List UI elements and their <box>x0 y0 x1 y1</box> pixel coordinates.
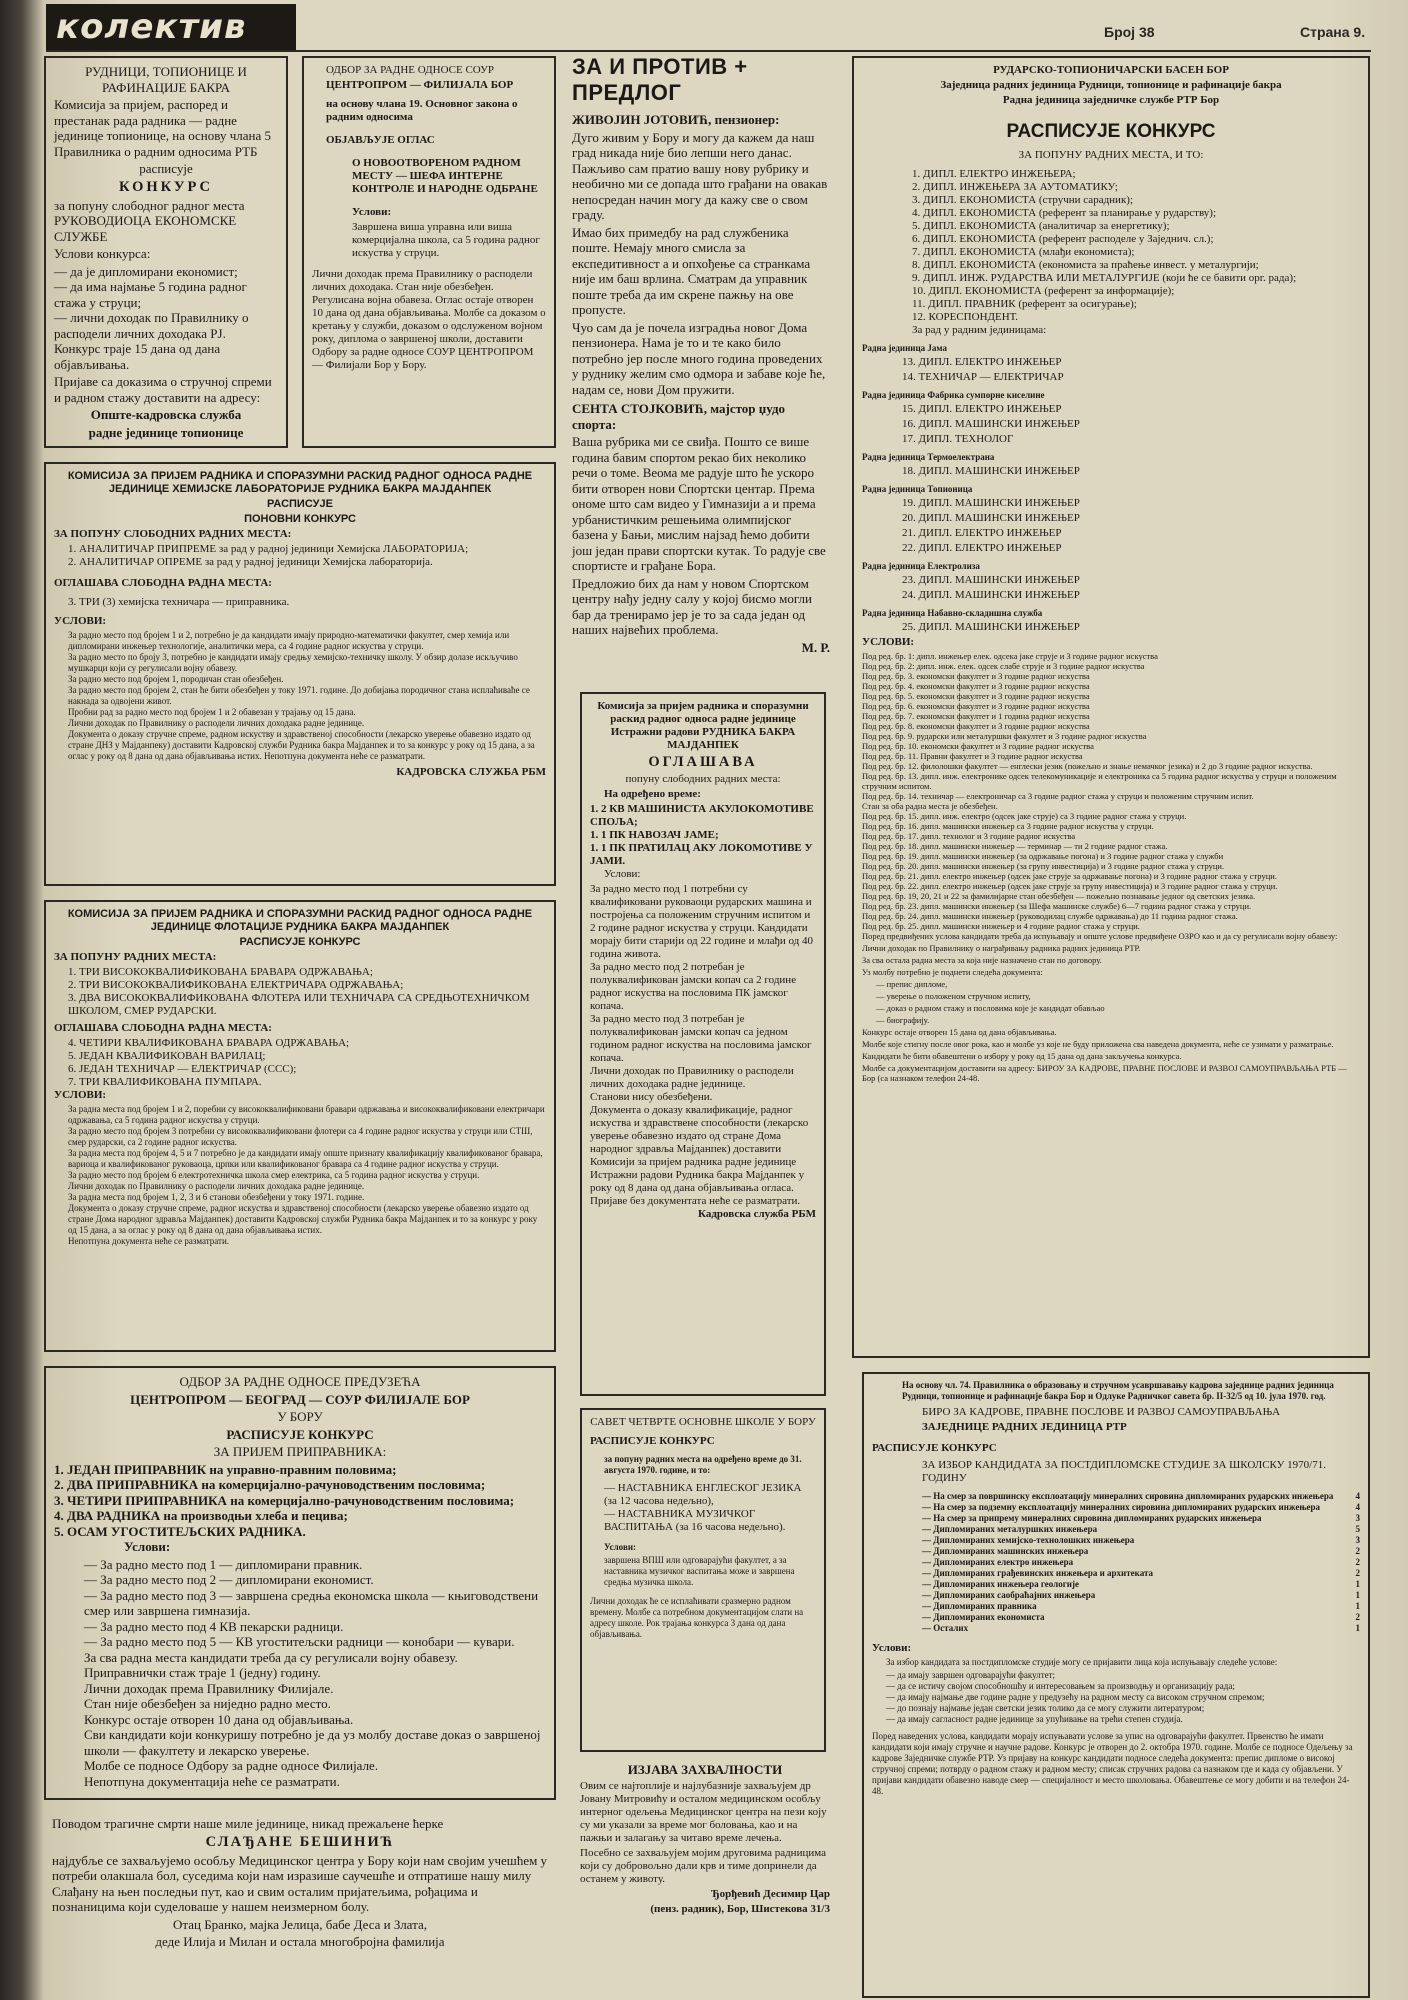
flotacija-free-item: 6. ЈЕДАН ТЕХНИЧАР — ЕЛЕКТРИЧАР (ССС); <box>68 1063 297 1075</box>
pd-row-count: 1 <box>1355 1623 1360 1633</box>
cb-position: 3. ЧЕТИРИ ПРИПРАВНИКА на комерцијално-рачуноводственим пословима; <box>54 1492 515 1508</box>
rudnici-sign: Опште-кадровска служба <box>90 407 242 422</box>
pd-basis: На основу чл. 74. Правилника о образовању и стручном усавршавању кадрова заједнице радних јединица Рудници, топионице и рафинације бакра Бор и Одлуке Радничког савета бр. II-32/5 од 10. јула 1970. год. <box>902 1380 1334 1401</box>
rtb-unit-block <box>862 561 1360 602</box>
hemijska-free: 3. ТРИ (3) хемијска техничара — приправника. <box>68 596 290 608</box>
skola-header: САВЕТ ЧЕТВРТЕ ОСНОВНЕ ШКОЛЕ У БОРУ <box>590 1416 816 1428</box>
rudnici-condition: — лични доходак по Правилнику о расподели личних доходака РЈ. <box>54 310 249 341</box>
cb-position: 4. ДВА РАДНИКА на производњи хлеба и пецива; <box>54 1508 348 1523</box>
obituary-notice <box>44 1812 556 2000</box>
flotacija-cond-title: УСЛОВИ: <box>54 1089 107 1101</box>
hemijska-sub: ЗА ПОПУНУ СЛОБОДНИХ РАДНИХ МЕСТА: <box>54 528 292 540</box>
rudnici-sign-unit: радне јединице топионице <box>88 424 244 440</box>
istrazni-condition: За радно место под 1 потребни су квалификовани руковаоци рударских машина и постројења са положеним стручним испитом и 2 године радног искуства у струци. Кандидати морају бити старији од 22 године и млађи од 40 година живота. <box>590 883 814 960</box>
pd-condition: — до познају најмање један светски језик толико да се могу служити литературом; <box>886 1703 1205 1713</box>
rtb-condition: Под ред. бр. 15. дипл. инж. електро (одсек јаке струје) са 3 године радног стажа у струци. <box>862 811 1187 821</box>
rtb-extra: Кандидати ће бити обавештени о избору у року од 15 дана од дана закључења конкурса. <box>862 1051 1182 1061</box>
pd-row-count: 4 <box>1355 1491 1360 1501</box>
pd-row-count: 2 <box>1355 1546 1360 1556</box>
rtb-conditions <box>862 651 1360 931</box>
centroprom-text: Лични доходак према Правилнику о расподели личних доходака. Стан није обезбеђен. Регулисана војна обавеза. Оглас остаје отворен 10 дана од дана објављивања. Молбе са доказом о кретању у служби, доказом о одслуженом војном року, диплома о завршеној школи, доставити Одбору за радне односе СОУР ЦЕНТРОПРОМ — Филијали Бор у Бору. <box>312 268 546 371</box>
cb-conditions <box>54 1557 546 1790</box>
cb-positions <box>54 1462 546 1540</box>
skola-text: Лични доходак ће се исплаћивати сразмерно радном времену. Молбе са потребном документацијом слати на адресу школе. Рок трајања конкурса 3 дана од дана објављивања. <box>590 1596 804 1639</box>
pd-raspisuje: РАСПИСУЈЕ КОНКУРС <box>872 1442 997 1454</box>
rtb-condition: Под ред. бр. 23. дипл. машински инжењер (за Шефа машинске службе) 6—7 година радног стажа у струци. <box>862 901 1252 911</box>
rtb-condition: Под ред. бр. 16. дипл. машински инжењер са 3 године радног искуства у струци. <box>862 821 1154 831</box>
rtb-extra: Молбе које стигну после овог рока, као и молбе уз које не буду приложена сва наведена документа, неће се узимати у разматрање. <box>862 1039 1334 1049</box>
pd-org: БИРО ЗА КАДРОВЕ, ПРАВНЕ ПОСЛОВЕ И РАЗВОЈ САМОУПРАВЉАЊА <box>922 1406 1281 1418</box>
rtb-condition: Под ред. бр. 2: дипл. инж. елек. одсек слабе струје и 3 године радног искуства <box>862 661 1145 671</box>
rtb-condition: Под ред. бр. 18. дипл. машински инжењер — терминар — ти 2 године радног стажа. <box>862 841 1168 851</box>
istrazni-condition: За радно место под 3 потребан је полуквалификован јамски копач са једном годином радног искуства на пословима јамског копача. <box>590 1013 812 1064</box>
flotacija-condition: Непотпуна документа неће се разматрати. <box>68 1236 230 1246</box>
rtb-position: 9. ДИПЛ. ИНЖ. РУДАРСТВА ИЛИ МЕТАЛУРГИЈЕ (који ће се бавити орг. рада); <box>912 272 1297 284</box>
flotacija-free-item: 7. ТРИ КВАЛИФИКОВАНА ПУМПАРА. <box>68 1076 262 1088</box>
flotacija-condition: За радно место под бројем 6 електротехничка школа смер електрика, са 5 година радног искуства у струци. <box>68 1170 480 1180</box>
rtb-condition: Под ред. бр. 5. економски факултет и 3 године радног искуства <box>862 691 1090 701</box>
rtb-org-community: Заједница радних јединица Рудници, топионице и рафинације бакра <box>940 79 1282 91</box>
rtb-extra: За сва остала радна места за која није назначено стан по договору. <box>862 955 1102 965</box>
rtb-unit-name: Радна јединица Топионица <box>862 484 973 494</box>
pd-row-count: 2 <box>1355 1568 1360 1578</box>
izjava-sign-address: (пенз. радник), Бор, Шистекова 31/3 <box>650 1902 830 1915</box>
pd-cond-title: Услови: <box>872 1642 912 1654</box>
cb-raspisuje: РАСПИСУЈЕ КОНКУРС <box>226 1426 374 1442</box>
pd-row-count: 5 <box>1355 1524 1360 1534</box>
pd-sub: ЗА ИЗБОР КАНДИДАТА ЗА ПОСТДИПЛОМСКЕ СТУДИЈЕ ЗА ШКОЛСКУ 1970/71. ГОДИНУ <box>922 1459 1326 1484</box>
obituary-intro: Поводом трагичне смрти наше миле јединице, никад прежаљене ћерке <box>52 1816 444 1831</box>
flotacija-positions <box>54 966 546 1018</box>
flotacija-condition: За радно место под бројем 3 потребни су висококвалификовани флотери са 4 године радног искуства у струци или СТШ, смер рударски, са 2 године радног искуства. <box>68 1126 533 1147</box>
pd-row-label: — Дипломираних економиста <box>922 1612 1045 1622</box>
cb-condition: — За радно место под 3 — завршена средња економска школа — књиговодствени смер или завршена гимназија. <box>84 1587 539 1618</box>
rtb-org-unit: Радна јединица заједничке службе РТР Бор <box>1002 94 1220 106</box>
cb-place: У БОРУ <box>277 1409 323 1424</box>
cb-condition: Лични доходак према Правилнику Филијале. <box>84 1680 334 1696</box>
rtb-condition: Под ред. бр. 19. дипл. машински инжењер (за одржавање погона) и 3 године радног стажа у служби <box>862 851 1224 861</box>
pd-row <box>922 1568 1360 1579</box>
flotacija-conditions <box>54 1104 546 1247</box>
rtb-condition: Под ред. бр. 21. дипл. електро инжењер (одсек јаке струје за одржавање погона) и 3 године радног стажа у струци. <box>862 871 1277 881</box>
pd-row-label: — Дипломираних машинских инжењера <box>922 1546 1089 1556</box>
hemijska-oglasava: ОГЛАШАВА СЛОБОДНА РАДНА МЕСТА: <box>54 577 272 589</box>
centroprom-basis: на основу члана 19. Основног закона о радним односима <box>326 98 518 123</box>
rtb-condition: Под ред. бр. 25. дипл. машински инжењер и 4 године радног стажа у струци. <box>862 921 1140 931</box>
flotacija-free-item: 4. ЧЕТИРИ КВАЛИФИКОВАНА БРАВАРА ОДРЖАВАЊА; <box>68 1037 350 1049</box>
rudnici-conditions-title: Услови конкурса: <box>54 246 151 261</box>
rtb-org: РУДАРСКО-ТОПИОНИЧАРСКИ БАСЕН БОР <box>993 64 1229 76</box>
rtb-doc: — препис дипломе, <box>876 979 948 989</box>
rtb-position: 11. ДИПЛ. ПРАВНИК (референт за осигурање); <box>912 298 1137 310</box>
pd-text: Поред наведених услова, кандидати морају испуњавати услове за упис на одговарајући факултет. Првенство ће имати кандидати који имају стручне и научне радове. Конкурс је отворен до 2. октобра 1970. године. Молбе се подносе Одељењу за кадрове Заједничке службе РТР. Уз пријаву на конкурс кандидати подносе следећа документа: препис дипломе о високој стручној спреми; потврду о радном стажу и радном месту; списак стручних радова са назнаком где и када су објављени. У пријави кандидати обавезно наводе смер — специјалност и место школовања. Обавештење се могу добити и на телефон 24-48. <box>872 1731 1353 1796</box>
flotacija-position: 3. ДВА ВИСОКОКВАЛИФИКОВАНА ФЛОТЕРА ИЛИ ТЕХНИЧАРА СА СРЕДЊОТЕХНИЧКОМ ШКОЛОМ, СМЕР РУДАРСКИ. <box>68 992 530 1017</box>
rtb-extra: Молбе са документацијом доставити на адресу: БИРОУ ЗА КАДРОВЕ, ПРАВНЕ ПОСЛОВЕ И РАЗВОЈ САМОУПРАВЉАЊА РТБ — Бор (са назнаком телефон 24-48. <box>862 1063 1347 1083</box>
skola-position: — НАСТАВНИКА МУЗИЧКОГ ВАСПИТАЊА (за 16 часова недељно). <box>604 1508 786 1533</box>
cb-condition: Молбе се подносе Одбору за радне односе Филијале. <box>84 1758 379 1773</box>
centroprom-position: О НОВООТВОРЕНОМ РАДНОМ МЕСТУ — ШЕФА ИНТЕРНЕ КОНТРОЛЕ И НАРОДНЕ ОДБРАНЕ <box>352 157 538 195</box>
obituary-sign: Отац Бранко, мајка Јелица, бабе Деса и Злата, <box>173 1916 427 1932</box>
pd-row <box>922 1557 1360 1568</box>
istrazni-oglasava: ОГЛАШАВА <box>648 754 758 770</box>
rudnici-header: РУДНИЦИ, ТОПИОНИЦЕ И РАФИНАЦИЈЕ БАКРА <box>85 64 247 95</box>
pd-row-label: — На смер за површинску експлоатацију минералних сировина дипломираних рударских инжењера <box>922 1491 1334 1501</box>
rtb-cond-title: УСЛОВИ: <box>862 636 915 648</box>
cb-condition: Сви кандидати који конкуришу потребно је да уз молбу доставе доказ о завршеној школи — факултету и лекарско уверење. <box>84 1727 541 1758</box>
flotacija-condition: Лични доходак по Правилнику о расподели личних доходака радне јединице. <box>68 1181 365 1191</box>
istrazni-condition: Пријаве без документата неће се разматрати. <box>590 1195 801 1207</box>
istrazni-sign: Кадровска служба РБМ <box>698 1208 816 1220</box>
za-i-protiv-column <box>566 52 836 682</box>
hemijska-header: КОМИСИЈА ЗА ПРИЈЕМ РАДНИКА И СПОРАЗУМНИ РАСКИД РАДНОГ ОДНОСА РАДНЕ ЈЕДИНИЦЕ ХЕМИЈСКЕ ЛАБОРАТОРИЈЕ РУДНИКА БАКРА МАЈДАНПЕК <box>67 470 533 495</box>
masthead-title: колектив <box>46 4 296 50</box>
pd-row-label: — Осталих <box>922 1623 969 1633</box>
rtb-condition: Под ред. бр. 24. дипл. машински инжењер (руководилац службе одржавања) до 11 година радног стажа. <box>862 911 1238 921</box>
flotacija-condition: За радна места под бројем 1, 2, 3 и 6 станови обезбеђени у току 1971. године. <box>68 1192 365 1202</box>
rtb-unit-name: Радна јединица Електролиза <box>862 561 980 571</box>
hemijska-positions <box>54 543 546 569</box>
rtb-position: 12. КОРЕСПОНДЕНТ. <box>912 311 1019 323</box>
hemijska-sign: КАДРОВСКА СЛУЖБА РБМ <box>396 766 546 778</box>
flotacija-condition: За радна места под бројем 4, 5 и 7 потребно је да кандидати имају опште признату квалификацију квалификованог бравара, вариоца и квалификованог руковаоца, црпки или квалификованог бравара са 4 године радног искуства у струци. <box>68 1148 543 1169</box>
pd-cond-intro: За избор кандидата за постдипломске студије могу се пријавити лица која испуњавају следеће услове: <box>886 1657 1278 1667</box>
cb-position: 5. ОСАМ УГОСТИТЕЉСКИХ РАДНИКА. <box>54 1523 306 1539</box>
rtb-unit-item: 16. ДИПЛ. МАШИНСКИ ИНЖЕЊЕР <box>902 418 1080 430</box>
istrazni-period: На одређено време: <box>604 788 701 800</box>
rudnici-konkurs-notice <box>44 56 288 448</box>
text-jotovic-3: Чуо сам да је почела изградња новог Дома пензионера. Нама је то и те како било потребно јер после много година проведених у руднику желим смо одмора и забаве које ће, надам се, нови Дом пружити. <box>572 319 826 397</box>
author-jotovic: ЖИВОЈИН ЈОТОВИЋ, пензионер: <box>572 112 780 127</box>
hemijska-condition: Документа о доказу стручне спреме, радном искуству и здравственој способности (лекарско уверење обавезно издато од стране ДНЗ у Мајданпеку) доставити Кадровској служби Рудника бакра Мајданпек и то за конкурс у року од 15 дана, а за оглас у року од 8 дана од дана објављивања истих. Непотпуна документа неће се разматрати. <box>68 729 535 761</box>
rtb-konkurs-notice <box>852 56 1370 1358</box>
rtb-unit-block <box>862 452 1360 478</box>
rtb-condition: Под ред. бр. 9. рударски или металуршки факултет и 3 године радног искуства <box>862 731 1147 741</box>
issue-number: Број 38 <box>1104 24 1155 40</box>
cb-condition: — За радно место под 2 — дипломирани економист. <box>84 1572 374 1587</box>
izjava-notice <box>574 1760 836 2000</box>
rudnici-conditions <box>54 264 278 342</box>
rtb-unit-item: 14. ТЕХНИЧАР — ЕЛЕКТРИЧАР <box>902 371 1064 383</box>
pd-row <box>922 1491 1360 1502</box>
text-stojkovic-2: Предложио бих да нам у новом Спортском центру нађу једну салу у којој бисмо могли бар да тренирамо јер је то за сада један од наших највећих проблема. <box>572 575 812 637</box>
rtb-condition: Под ред. бр. 22. дипл. електро инжењер (одсек јаке струје за групу инвестиција) и 3 године радног стажа у струци. <box>862 881 1278 891</box>
text-stojkovic-1: Ваша рубрика ми се свиђа. Пошто се више година бавим спортом рекао бих неколико речи о томе. Веома ме радује што ће ускоро бити отворен нови Спортски центар. Према ономе што сам видео у Гимназији а и према урбанистичким решењима олимпијског базена у Бањи, мислим најзад ћемо добити још један прави спортски кутак. То радује све спортисте и грађане Бора. <box>572 434 826 573</box>
rtb-subtitle: ЗА ПОПУНУ РАДНИХ МЕСТА, И ТО: <box>1018 149 1204 161</box>
za-i-protiv-title: ЗА И ПРОТИВ + ПРЕДЛОГ <box>572 54 748 105</box>
rtb-condition: Под ред. бр. 8. економски факултет и 3 године радног искуства <box>862 721 1090 731</box>
istrazni-conditions <box>590 883 816 1208</box>
rtb-condition: Под ред. бр. 20. дипл. машински инжењер (за групу инвестиција) и 3 године радног стажа у струци. <box>862 861 1225 871</box>
izjava-text-2: Посебно се захваљујем мојим друговима радницима који су добровољно дали крв и тиме допринели да останем у животу. <box>580 1846 827 1885</box>
hemijska-conditions <box>54 630 546 762</box>
centroprom-oglas-notice <box>302 56 556 448</box>
rtb-condition: Под ред. бр. 7. економски факултет и 1 година радног искуства <box>862 711 1090 721</box>
rtb-title: РАСПИСУЈЕ КОНКУРС <box>1006 121 1216 142</box>
pd-row-count: 2 <box>1355 1612 1360 1622</box>
istrazni-sub: попуну слободних радних места: <box>625 773 781 785</box>
rtb-unit-item: 25. ДИПЛ. МАШИНСКИ ИНЖЕЊЕР <box>902 621 1080 633</box>
rtb-extra: Конкурс остаје отворен 15 дана од дана објављивања. <box>862 1027 1057 1037</box>
pd-row-label: — Дипломираних инжењера геологије <box>922 1579 1079 1589</box>
hemijska-position: 2. АНАЛИТИЧАР ОПРЕМЕ за рад у радној јединици Хемијска лабораторија. <box>68 556 433 568</box>
centroprom-beograd-notice <box>44 1366 556 1800</box>
flotacija-raspisuje: РАСПИСУЈЕ КОНКУРС <box>239 936 361 948</box>
hemijska-raspisuje: РАСПИСУЈЕ <box>267 498 333 510</box>
skola-cond: завршена ВПШ или одговарајући факултет, а за наставника музичког васпитања може и завршена средња музичка школа. <box>604 1555 795 1587</box>
istrazni-position: 1. 1 ПК НАВОЗАЧ ЈАМЕ; <box>590 829 719 841</box>
flotacija-header: КОМИСИЈА ЗА ПРИЈЕМ РАДНИКА И СПОРАЗУМНИ РАСКИД РАДНОГ ОДНОСА РАДНЕ ЈЕДИНИЦЕ ФЛОТАЦИЈЕ РУДНИКА БАКРА МАЈДАНПЕК <box>67 908 533 933</box>
rtb-position: 6. ДИПЛ. ЕКОНОМИСТА (референт расподеле у Заједнич. сл.); <box>912 233 1214 245</box>
pd-row-count: 4 <box>1355 1502 1360 1512</box>
flotacija-position: 1. ТРИ ВИСОКОКВАЛИФИКОВАНА БРАВАРА ОДРЖАВАЊА; <box>68 966 373 978</box>
rtb-condition: Под ред. бр. 6. економски факултет и 3 године радног искуства <box>862 701 1090 711</box>
pd-row-label: — Дипломираних металуршких инжењера <box>922 1524 1098 1534</box>
rudnici-condition: — да је дипломирани економист; <box>54 263 238 279</box>
text-jotovic-1: Дуго живим у Бору и могу да кажем да наш град никада није био лепши него данас. Пажљиво сам пратио вашу нову рубрику и необично ми се допада што грађани на овакав непосредан начин могу да кажу све о свом граду. <box>572 129 828 222</box>
pd-row-count: 3 <box>1355 1513 1360 1523</box>
rtb-position: 10. ДИПЛ. ЕКОНОМИСТА (референт за информације); <box>912 285 1175 297</box>
pd-row-count: 1 <box>1355 1601 1360 1611</box>
cb-condition: — За радно место под 5 — КВ угоститељски радници — конобари — кувари. <box>84 1634 515 1649</box>
flotacija-konkurs-notice <box>44 900 556 1352</box>
rtb-unit-name: Радна јединица Термоелектрана <box>862 452 995 462</box>
pd-row-count: 3 <box>1355 1535 1360 1545</box>
cb-condition: Приправнички стаж траје 1 (једну) годину. <box>84 1665 321 1680</box>
rtb-condition: Под ред. бр. 17. дипл. технолог и 3 године радног искуства <box>862 831 1076 841</box>
rtb-position: 8. ДИПЛ. ЕКОНОМИСТА (економиста за праћење инвест. у металургији; <box>912 259 1259 271</box>
rtb-position: 3. ДИПЛ. ЕКОНОМИСТА (стручни сарадник); <box>912 194 1134 206</box>
pd-row-count: 1 <box>1355 1590 1360 1600</box>
rtb-doc: — биографију. <box>876 1015 930 1025</box>
rtb-unit-block <box>862 343 1360 384</box>
rudnici-intro: Комисија за пријем, распоред и престанак рада радника — радне јединице топионице, на основу члана 5 Правилника о радним односима РТБ <box>54 97 271 159</box>
pd-row <box>922 1502 1360 1513</box>
rtb-position: 4. ДИПЛ. ЕКОНОМИСТА (референт за планирање у рударству); <box>912 207 1217 219</box>
cb-condition: Стан није обезбеђен за ниједно радно место. <box>84 1696 331 1711</box>
rtb-unit-block <box>862 608 1360 634</box>
cb-condition: — За радно место под 1 — дипломирани правник. <box>84 1556 363 1572</box>
pd-row-label: — Дипломираних правника <box>922 1601 1037 1611</box>
pd-row <box>922 1601 1360 1612</box>
hemijska-condition: Пробни рад за радно место под бројем 1 и 2 обавезан у трајању од 15 дана. <box>68 707 356 717</box>
hemijska-condition: За радно место под бројем 1, породичан стан обезбеђен. <box>68 674 284 684</box>
flotacija-free <box>54 1037 546 1089</box>
obituary-sign-family: деде Илија и Милан и остала многобројна фамилија <box>155 1934 445 1949</box>
pd-row <box>922 1623 1360 1634</box>
flotacija-position: 2. ТРИ ВИСОКОКВАЛИФИКОВАНА ЕЛЕКТРИЧАРА ОДРЖАВАЊА; <box>68 979 404 991</box>
hemijska-cond-title: УСЛОВИ: <box>54 615 107 627</box>
savet-skole-notice <box>580 1408 826 1752</box>
cb-condition: — За радно место под 4 КВ пекарски радници. <box>84 1618 344 1634</box>
istrazni-positions <box>590 803 816 868</box>
pd-row <box>922 1546 1360 1557</box>
skola-cond-title: Услови: <box>604 1542 636 1552</box>
pd-condition: — да се истичу својом способношћу и интересовањем за производњу и организацију рада; <box>886 1681 1235 1691</box>
flotacija-condition: За радна места под бројем 1 и 2, поребни су висококвалификовани бравари одржавања и висококвалификовани електричари одржавања, са 5 година радног искуства у струци. <box>68 1104 545 1125</box>
flotacija-free-item: 5. ЈЕДАН КВАЛИФИКОВАН ВАРИЛАЦ; <box>68 1050 266 1062</box>
rtb-unit-item: 20. ДИПЛ. МАШИНСКИ ИНЖЕЊЕР <box>902 512 1080 524</box>
rtb-unit-name: Радна јединица Јама <box>862 343 947 353</box>
pd-row-label: — Дипломираних саобраћајних инжењера <box>922 1590 1096 1600</box>
rtb-extra-block <box>862 931 1360 1083</box>
rtb-position: 2. ДИПЛ. ИНЖЕЊЕРА ЗА АУТОМАТИКУ; <box>912 181 1118 193</box>
cb-position: 2. ДВА ПРИПРАВНИКА на комерцијално-рачуноводственим пословима; <box>54 1477 486 1492</box>
istrazni-position: 1. 1 ПК ПРАТИЛАЦ АКУ ЛОКОМОТИВЕ У ЈАМИ. <box>590 842 813 867</box>
skola-sub: за попуну радних места на одређено време до 31. августа 1970. године, и то: <box>604 1454 802 1475</box>
rudnici-position: за попуну слободног радног места РУКОВОДИОЦА ЕКОНОМСКЕ СЛУЖБЕ <box>54 197 245 244</box>
cb-condition: Непотпуна документација неће се разматрати. <box>84 1773 340 1789</box>
pd-conditions <box>872 1670 1360 1725</box>
rtb-unit-item: 22. ДИПЛ. ЕЛЕКТРО ИНЖЕЊЕР <box>902 542 1062 554</box>
rtb-units-intro: За рад у радним јединицама: <box>912 324 1047 336</box>
flotacija-sub: ЗА ПОПУНУ РАДНИХ МЕСТА: <box>54 951 217 963</box>
pd-row-count: 1 <box>1355 1579 1360 1589</box>
cb-condition: Конкурс остаје отворен 10 дана од објављивања. <box>84 1711 354 1727</box>
rudnici-condition: — да има најмање 5 година радног стажа у струци; <box>54 279 247 310</box>
rtb-condition: Под ред. бр. 3. економски факултет и 3 године радног искуства <box>862 671 1090 681</box>
pd-condition: — да имају сагласност радне јединице за упућивање на трећи степен студија. <box>886 1714 1183 1724</box>
hemijska-condition: За радно место по броју 3, потребно је кандидати имају средњу хемијско-техничку школу. У обзир долазе искључиво мушкарци који су регулисали војну обавезу. <box>68 652 518 673</box>
rtb-condition: Под ред. бр. 10. економски факултет и 3 године радног искуства <box>862 741 1094 751</box>
centroprom-cond-title: Услови: <box>352 206 392 218</box>
rtb-unit-item: 17. ДИПЛ. ТЕХНОЛОГ <box>902 433 1014 445</box>
rtb-positions <box>862 168 1360 324</box>
izjava-sign: Ђорђевић Десимир Цар <box>710 1887 830 1900</box>
rtb-unit-block <box>862 390 1360 446</box>
pd-row <box>922 1590 1360 1601</box>
centroprom-cond: Завршена виша управна или виша комерцијална школа, са 5 година радног искуства у струци. <box>352 221 540 259</box>
rtb-condition: Стан за оба радна места је обезбеђен. <box>862 801 998 811</box>
rtb-condition: Под ред. бр. 1: дипл. инжењер елек. одсека јаке струје и 3 године радног искуства <box>862 651 1158 661</box>
pd-condition: — да имају најмање две године радне у предузећу на радном месту са високом стручном спремом; <box>886 1692 1265 1702</box>
postdiplomske-notice <box>862 1372 1370 1998</box>
skola-raspisuje: РАСПИСУЈЕ КОНКУРС <box>590 1435 715 1447</box>
istrazni-cond-title: Услови: <box>604 868 641 880</box>
pd-row-label: — На смер за подземну експлоатацију минералних сировина дипломираних рударских инжењера <box>922 1502 1320 1512</box>
rtb-extra: Уз молбу потребно је поднети следећа документа: <box>862 967 1043 977</box>
obituary-name: СЛАЂАНЕ БЕШИНИЋ <box>205 1833 395 1850</box>
istrazni-condition: Лични доходак по Правилнику о расподели личних доходака радне јединице. <box>590 1065 794 1090</box>
pd-table <box>872 1491 1360 1634</box>
rtb-condition: Под ред. бр. 13. дипл. инж. електронике одсек телекомуникације и електроника са 5 година радног искуства у струци и положеним стручним испитом. <box>862 771 1337 791</box>
cb-sub: ЗА ПРИЈЕМ ПРИПРАВНИКА: <box>213 1444 387 1459</box>
rudnici-raspisuje: расписује <box>139 161 193 176</box>
pd-condition: — да имају завршен одговарајући факултет; <box>886 1670 1056 1680</box>
rtb-unit-name: Радна јединица Фабрика сумпорне киселине <box>862 390 1045 400</box>
rtb-unit-block <box>862 484 1360 555</box>
page-number: Страна 9. <box>1300 24 1366 40</box>
pd-row <box>922 1524 1360 1535</box>
flotacija-oglasava: ОГЛАШАВА СЛОБОДНА РАДНА МЕСТА: <box>54 1022 272 1034</box>
rudnici-duration: Конкурс траје 15 дана од дана објављивања. <box>54 341 221 372</box>
centroprom-header: ОДБОР ЗА РАДНЕ ОДНОСЕ СОУР <box>326 64 495 76</box>
pd-row-label: — Дипломираних електро инжењера <box>922 1557 1074 1567</box>
rtb-unit-item: 23. ДИПЛ. МАШИНСКИ ИНЖЕЊЕР <box>902 574 1080 586</box>
rtb-condition: Под ред. бр. 12. филолошки факултет — енглески језик (пожељно и знање немачког језика) и 2 до 3 године радног искуства. <box>862 761 1313 771</box>
hemijska-konkurs-notice <box>44 462 556 886</box>
za-i-protiv-sign: М. Р. <box>801 639 830 655</box>
pd-row <box>922 1535 1360 1546</box>
cb-org: ЦЕНТРОПРОМ — БЕОГРАД — СОУР ФИЛИЈАЛЕ БОР <box>130 1391 470 1407</box>
rtb-unit-item: 19. ДИПЛ. МАШИНСКИ ИНЖЕЊЕР <box>902 497 1080 509</box>
hemijska-condition: За радно место под бројем 2, стан ће бити обезбеђен у току 1971. године. До добијања породичног стана исплаћиваће се накнада за одвојени живот. <box>68 685 530 706</box>
obituary-text: најдубље се захваљујемо особљу Медицинског центра у Бору који нам својим учешћем у потреби олакшала бол, суседима који нам изразише саучешће и отпратише нашу милу Слађану на њен последњи пут, као и свим осталим пријатељима, рођацима и познаницима који суделоваше у нашем неизмерном болу. <box>52 1852 548 1914</box>
rtb-unit-item: 18. ДИПЛ. МАШИНСКИ ИНЖЕЊЕР <box>902 465 1080 477</box>
rtb-doc: — уверење о положеном стручном испиту, <box>876 991 1031 1001</box>
pd-row <box>922 1579 1360 1590</box>
pd-org-community: ЗАЈЕДНИЦЕ РАДНИХ ЈЕДИНИЦА РТР <box>922 1421 1127 1433</box>
hemijska-condition: За радно место под бројем 1 и 2, потребно је да кандидати имају природно-математички факултет, смер хемија или дипломирани инжењер технологије, аналитички мера, са 4 године радног искуства у струци. <box>68 630 510 651</box>
skola-positions <box>590 1482 816 1534</box>
istrazni-position: 1. 2 КВ МАШИНИСТА АКУЛОКОМОТИВЕ СПОЉА; <box>590 803 814 828</box>
istrazni-radovi-notice <box>580 692 826 1396</box>
rtb-position: 5. ДИПЛ. ЕКОНОМИСТА (аналитичар за енергетику); <box>912 220 1170 232</box>
rtb-unit-name: Радна јединица Набавно-складишна служба <box>862 608 1043 618</box>
cb-position: 1. ЈЕДАН ПРИПРАВНИК на управно-правним половима; <box>54 1461 397 1477</box>
rtb-position: 7. ДИПЛ. ЕКОНОМИСТА (млађи економиста); <box>912 246 1135 258</box>
pd-row-label: — На смер за припрему минералних сировина дипломираних рударских инжењера <box>922 1513 1262 1523</box>
pd-row-label: — Дипломираних грађевинских инжењера и архитеката <box>922 1568 1153 1578</box>
rudnici-konkurs-title: КОНКУРС <box>118 178 214 195</box>
rtb-unit-item: 15. ДИПЛ. ЕЛЕКТРО ИНЖЕЊЕР <box>902 403 1062 415</box>
istrazni-condition: За радно место под 2 потребан је полуквалификован јамски копач са 2 године радног искуства на пословима ПК јамског копача. <box>590 961 797 1012</box>
pd-row <box>922 1612 1360 1623</box>
rtb-condition: Под ред. бр. 11. Правни факултет и 3 године радног искуства <box>862 751 1083 761</box>
rtb-condition: Под ред. бр. 19, 20, 21 и 22 за фамилијарне стан обезбеђен — пожељно познавање једног од светских језика. <box>862 891 1256 901</box>
cb-cond-title: Услови: <box>124 1539 171 1554</box>
skola-position: — НАСТАВНИКА ЕНГЛЕСКОГ ЈЕЗИКА (за 12 часова недељно), <box>604 1482 802 1507</box>
hemijska-konkurs: ПОНОВНИ КОНКУРС <box>244 513 356 525</box>
pd-row <box>922 1513 1360 1524</box>
istrazni-condition: Документа о доказу квалификације, радног искуства и здравствене способности (лекарско уверење обавезно издато од стране Дома народног здравља Мајданпек) доставити Комисији за пријем радника радне јединице Истражни радови Рудника бакра Мајданпек у року од 8 дана од дана објављивања огласа. <box>590 1104 809 1194</box>
rtb-doc: — доказ о радном стажу и пословима које је кандидат обављао <box>876 1003 1105 1013</box>
rtb-extra: Лични доходак по Правилнику о награђивању радника радних јединица РТР. <box>862 943 1141 953</box>
flotacija-condition: Документа о доказу стручне спреме, радног искуства и здравственој способности (лекарско уверење обавезно издато од стране Дома народног здравља Мајданпек) доставити Кадровској служби Рудника бакра Мајданпек и то за конкурс у року од 15 дана, а за оглас у року од 8 дана од дана објављивања истих. <box>68 1203 538 1235</box>
author-stojkovic: СЕНТА СТОЈКОВИЋ, мајстор џудо спорта: <box>572 401 786 432</box>
rtb-unit-item: 21. ДИПЛ. ЕЛЕКТРО ИНЖЕЊЕР <box>902 527 1062 539</box>
istrazni-condition: Станови нису обезбеђени. <box>590 1091 713 1103</box>
cb-condition: За сва радна места кандидати треба да су регулисали војну обавезу. <box>84 1649 458 1665</box>
rtb-condition: Под ред. бр. 14. техничар — електроничар са 3 године радног стажа у струци и положеним стручним испит. <box>862 791 1254 801</box>
hemijska-position: 1. АНАЛИТИЧАР ПРИПРЕМЕ за рад у радној јединици Хемијска ЛАБОРАТОРИЈА; <box>68 543 469 555</box>
rtb-extra: Поред предвиђених услова кандидати треба да испуњавају и опште услове предвиђене ОЗРО као и да су регулисали војну обавезу: <box>862 931 1338 941</box>
centroprom-org: ЦЕНТРОПРОМ — ФИЛИЈАЛА БОР <box>326 79 514 91</box>
rtb-unit-item: 24. ДИПЛ. МАШИНСКИ ИНЖЕЊЕР <box>902 589 1080 601</box>
pd-row-label: — Дипломираних хемијско-технолошких инжењера <box>922 1535 1135 1545</box>
cb-header: ОДБОР ЗА РАДНЕ ОДНОСЕ ПРЕДУЗЕЋА <box>179 1374 421 1389</box>
centroprom-action: ОБЈАВЉУЈЕ ОГЛАС <box>326 134 435 146</box>
hemijska-condition: Лични доходак по Правилнику о расподели личних доходака радне јединице. <box>68 718 365 728</box>
rtb-position: 1. ДИПЛ. ЕЛЕКТРО ИНЖЕЊЕРА; <box>912 168 1076 180</box>
pd-row-count: 2 <box>1355 1557 1360 1567</box>
izjava-title: ИЗЈАВА ЗАХВАЛНОСТИ <box>627 1762 783 1777</box>
istrazni-header: Комисија за пријем радника и споразумни раскид радног односа радне јединице Истражни радови РУДНИКА БАКРА МАЈДАНПЕК <box>597 700 809 751</box>
izjava-text-1: Овим се најтоплије и најлубазније захваљујем др Јовану Митровићу и осталом медицинском особљу интерног одељења Медицинског центра на пези коју су ми указали за време мог боловања, као и на пажњи и залагању за читаво време лечења. <box>580 1779 827 1844</box>
rtb-unit-item: 13. ДИПЛ. ЕЛЕКТРО ИНЖЕЊЕР <box>902 356 1062 368</box>
text-jotovic-2: Имао бих примедбу на рад службеника поште. Немају много смисла за експедитивност а и опхођење са странкама није им баш врлина. Сматрам да управник поште треба да им скрене пажњу на ове пропусте. <box>572 224 811 317</box>
rudnici-docs: Пријаве са доказима о стручној спреми и радном стажу доставити на адресу: <box>54 374 272 405</box>
rtb-condition: Под ред. бр. 4. економски факултет и 3 године радног искуства <box>862 681 1090 691</box>
